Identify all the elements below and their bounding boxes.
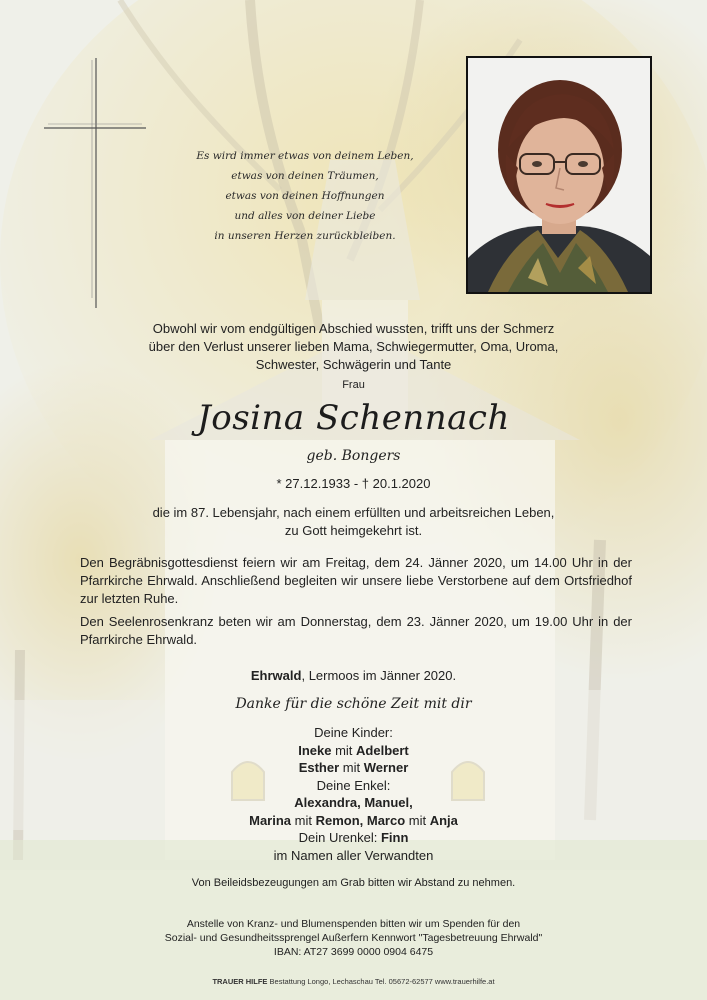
mourner-conjunction: mit	[291, 812, 316, 828]
intro-line: über den Verlust unserer lieben Mama, Schwiegermutter, Oma, Uroma,	[148, 339, 559, 354]
intro-line: Obwohl wir vom endgültigen Abschied wussten, trifft uns der Schmerz	[152, 321, 555, 336]
place-name: Ehrwald	[250, 668, 302, 683]
mourner-name: Werner	[363, 760, 409, 775]
intro-line: Schwester, Schwägerin und Tante	[255, 357, 452, 372]
all-relatives-line: im Namen aller Verwandten	[273, 847, 434, 863]
undertaker-footer	[0, 977, 707, 986]
great-grandchild-line	[0, 829, 707, 847]
memorial-poem	[180, 146, 430, 246]
mourner-name: Adelbert	[356, 742, 409, 758]
donation-line: Anstelle von Kranz- und Blumenspenden bitten wir um Spenden für den	[186, 918, 521, 930]
deceased-name: Josina Schennach	[197, 398, 510, 438]
undertaker-details: Bestattung Longo, Lechaschau Tel. 05672-62577 www.trauerhilfe.at	[267, 977, 495, 986]
salutation: Frau	[342, 379, 365, 391]
poem-line: etwas von deinen Hoffnungen	[225, 190, 385, 202]
portrait-image	[468, 58, 650, 292]
age-line: die im 87. Lebensjahr, nach einem erfüllten und arbeitsreichen Leben,	[152, 505, 555, 520]
children-label: Deine Kinder:	[314, 725, 393, 740]
mourners-list	[0, 724, 707, 864]
iban-line: IBAN: AT27 3699 0000 0904 6475	[273, 946, 434, 958]
mourner-name: Esther	[298, 760, 340, 775]
donation-note	[0, 917, 707, 959]
great-grandchild-label: Dein Urenkel:	[298, 830, 381, 845]
mourner-conjunction: mit	[405, 812, 430, 828]
poem-line: in unseren Herzen zurückbleiben.	[214, 230, 396, 242]
cross-icon	[44, 58, 146, 308]
mourner-name: Anja	[429, 812, 458, 828]
place-rest: , Lermoos im Jänner 2020.	[301, 668, 457, 683]
age-line: zu Gott heimgekehrt ist.	[284, 523, 423, 538]
donation-line: Sozial- und Gesundheitssprengel Außerfern Kennwort "Tagesbetreuung Ehrwald"	[164, 932, 543, 944]
condolence-note: Von Beileidsbezeugungen am Grab bitten wir Abstand zu nehmen.	[191, 877, 516, 889]
thanks-line: Danke für die schöne Zeit mit dir	[235, 696, 472, 712]
birth-name: geb. Bongers	[306, 448, 401, 464]
grandchildren-label: Deine Enkel:	[316, 777, 391, 793]
poem-line: etwas von deinen Träumen,	[231, 170, 379, 182]
rosary-text: Den Seelenrosenkranz beten wir am Donnerstag, dem 23. Jänner 2020, um 19.00 Uhr in der Pfarrkirche Ehrwald.	[80, 614, 632, 647]
portrait-photo	[466, 56, 652, 294]
mourner-conjunction: mit	[339, 760, 364, 775]
mourner-name: Finn	[380, 830, 409, 845]
mourner-name: Remon,	[315, 812, 364, 828]
age-text	[110, 504, 597, 540]
mourner-conjunction: mit	[331, 742, 357, 758]
funeral-service-text: Den Begräbnisgottesdienst feiern wir am Freitag, dem 24. Jänner 2020, um 14.00 Uhr in der Pfarrkirche Ehrwald. Anschließend begleiten wir unsere liebe Verstorbene auf dem Ortsfriedhof zur letzten Ruhe.	[80, 555, 632, 606]
announcement-intro	[90, 320, 617, 374]
mourner-line	[0, 812, 707, 830]
mourner-name: Marina	[249, 812, 292, 828]
mourner-line	[0, 759, 707, 777]
mourner-name: Ineke	[298, 742, 332, 758]
poem-line: und alles von deiner Liebe	[234, 210, 376, 222]
place-date-line	[0, 668, 707, 683]
life-dates: * 27.12.1933 - † 20.1.2020	[276, 476, 431, 491]
poem-line: Es wird immer etwas von deinem Leben,	[196, 150, 414, 162]
mourner-line: Alexandra, Manuel,	[294, 795, 413, 810]
mourner-line	[0, 742, 707, 760]
mourner-name: Marco	[363, 812, 406, 828]
undertaker-brand: TRAUER HILFE	[212, 977, 268, 986]
